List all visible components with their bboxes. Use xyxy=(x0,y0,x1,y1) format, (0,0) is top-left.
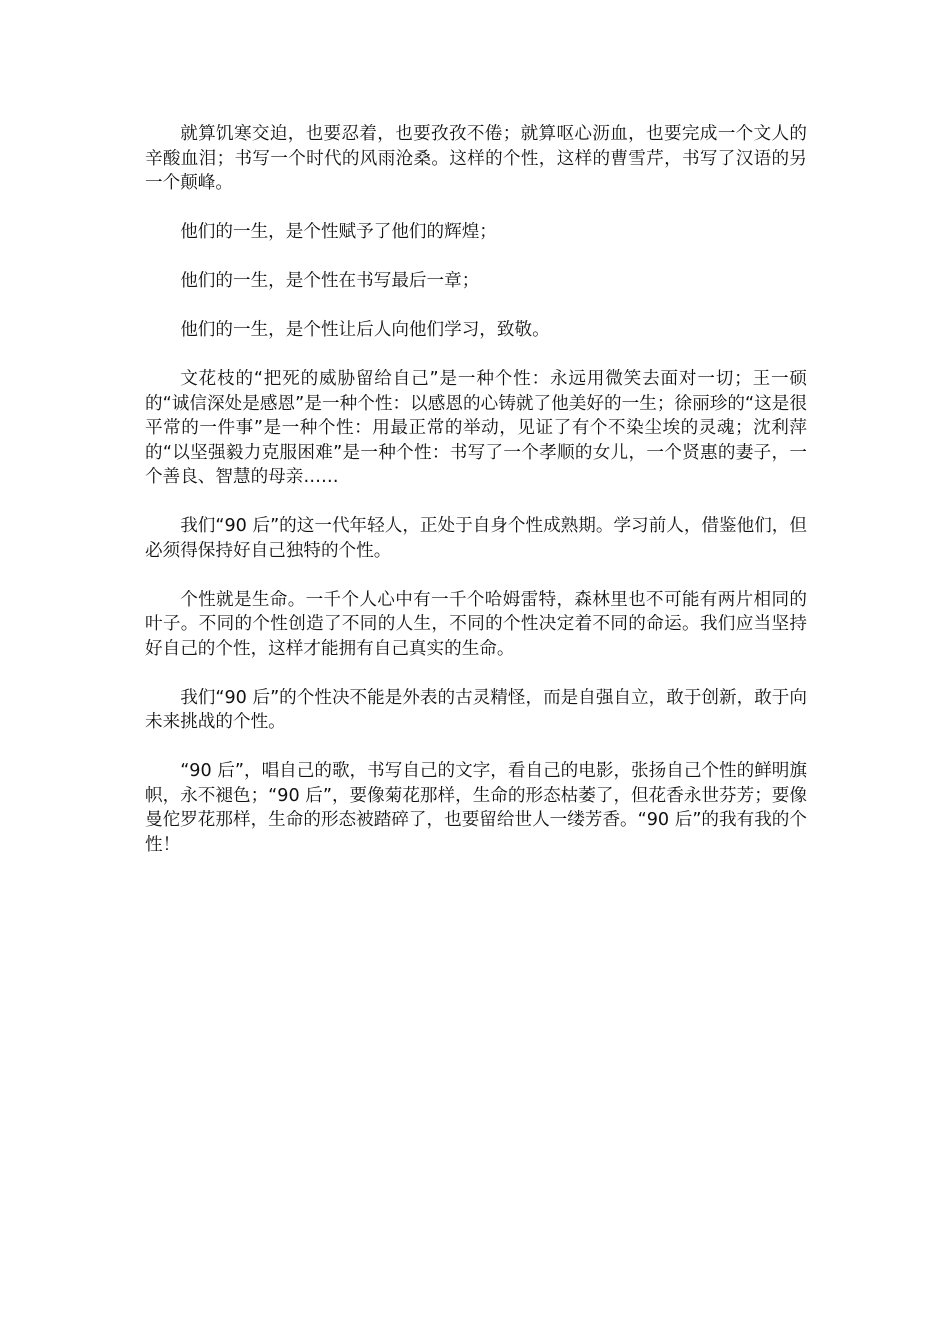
paragraph-their-life-tribute: 他们的一生，是个性让后人向他们学习，致敬。 xyxy=(180,320,550,340)
paragraph-personality-is-life: 个性就是生命。一千个人心中有一千个哈姆雷特，森林里也不可能有两片相同的叶子。不同的个性创造了不同的人生，不同的个性决定着不同的命运。我们应当坚持好自己的个性，这样才能拥有自己真实的生命。 xyxy=(145,589,807,659)
paragraph-their-life-last-chapter: 他们的一生，是个性在书写最后一章； xyxy=(180,271,480,291)
paragraph-caoxueqin: 就算饥寒交迫，也要忍着，也要孜孜不倦；就算呕心沥血，也要完成一个文人的辛酸血泪；书写一个时代的风雨沧桑。这样的个性，这样的曹雪芹，书写了汉语的另一个颠峰。 xyxy=(145,124,807,193)
paragraph-90s-generation: 我们“90 后”的这一代年轻人，正处于自身个性成熟期。学习前人，借鉴他们，但必须得保持好自己独特的个性。 xyxy=(145,516,807,561)
paragraph-role-models: 文花枝的“把死的威胁留给自己”是一种个性：永远用微笑去面对一切；王一硕的“诚信深处是感恩”是一种个性：以感恩的心铸就了他美好的一生；徐丽珍的“这是很平常的一件事”是一种个性：用最正常的举动，见证了有个不染尘埃的灵魂；沈利萍的“以坚强毅力克服困难”是一种个性：书写了一个孝顺的女儿，一个贤惠的妻子，一个善良、智慧的母亲…… xyxy=(145,369,807,487)
paragraph-conclusion: “90 后”，唱自己的歌，书写自己的文字，看自己的电影，张扬自己个性的鲜明旗帜，永不褪色；“90 后”，要像菊花那样，生命的形态枯萎了，但花香永世芬芳；要像曼佗罗花那样，生命的形态被踏碎了，也要留给世人一缕芳香。“90 后”的我有我的个性！ xyxy=(145,761,807,855)
paragraph-their-life-glory: 他们的一生，是个性赋予了他们的辉煌； xyxy=(180,222,497,242)
paragraph-90s-personality: 我们“90 后”的个性决不能是外表的古灵精怪，而是自强自立，敢于创新，敢于向未来挑战的个性。 xyxy=(145,687,807,732)
document-body xyxy=(145,122,807,882)
